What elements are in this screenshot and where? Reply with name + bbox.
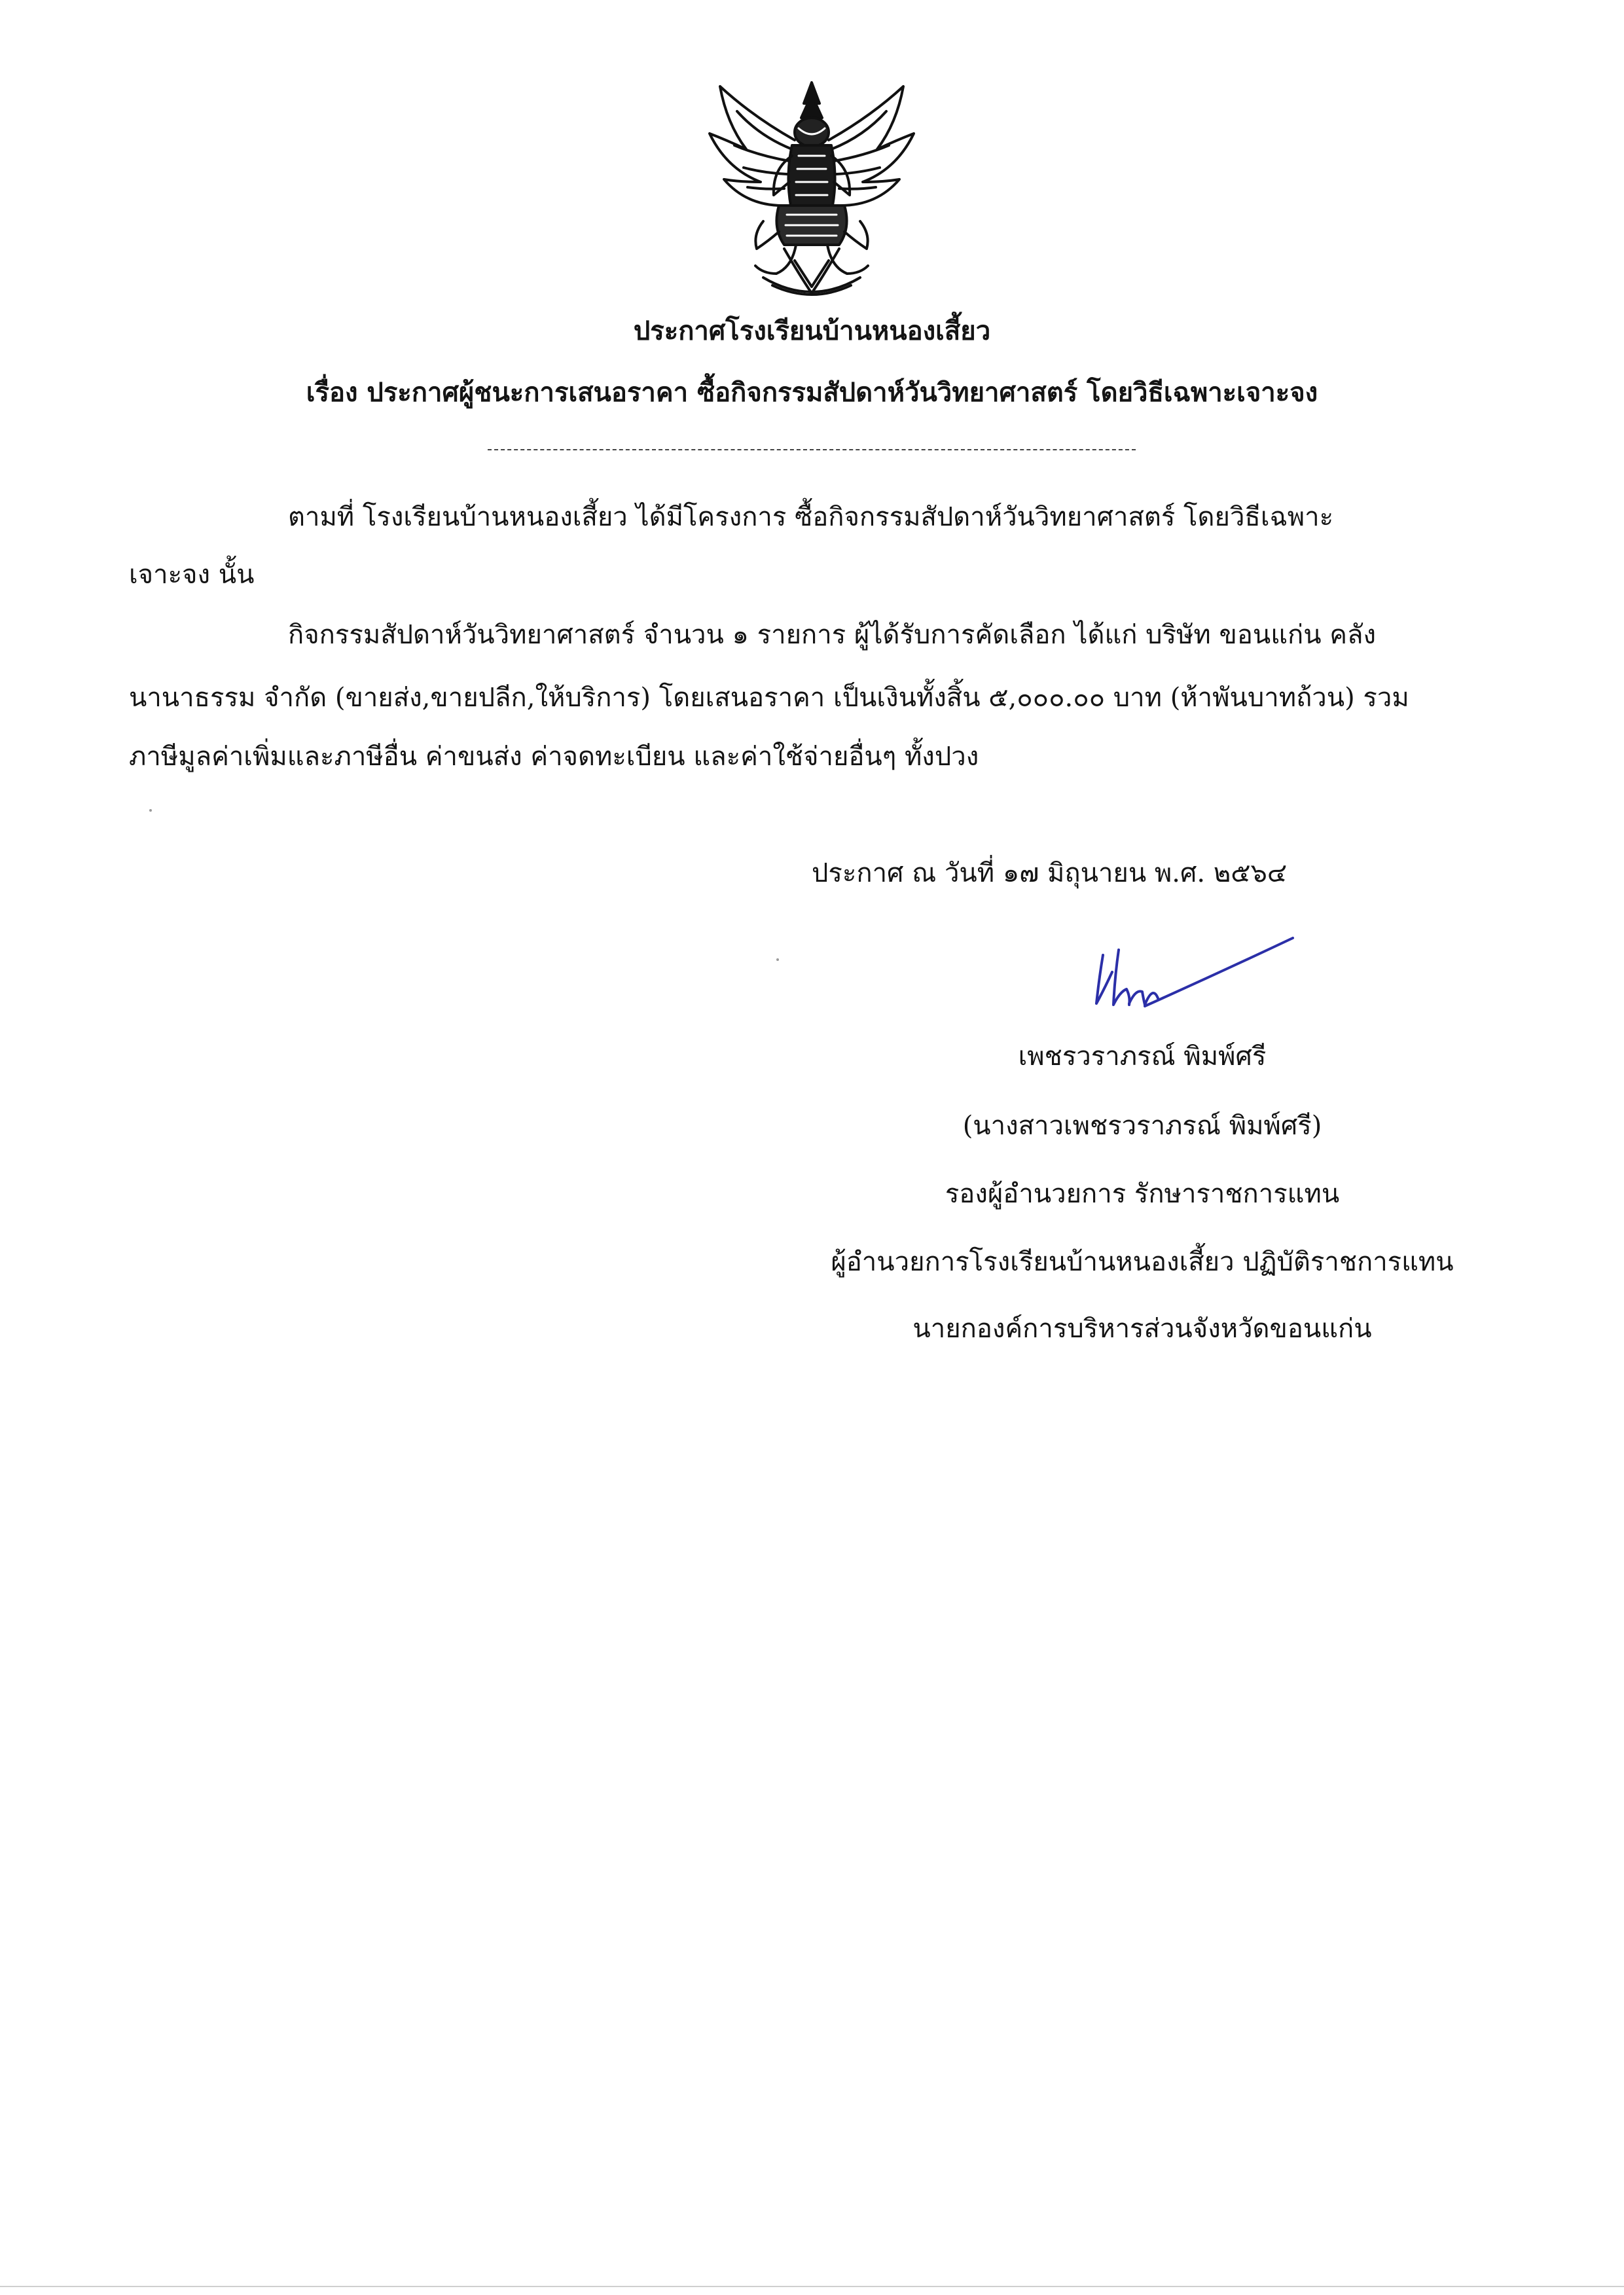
announcement-date: ประกาศ ณ วันที่ ๑๗ มิถุนายน พ.ศ. ๒๕๖๔ [812,858,1288,888]
signatory-position-1: รองผู้อำนวยการ รักษาราชการแทน [945,1179,1340,1209]
paragraph2-line1: กิจกรรมสัปดาห์วันวิทยาศาสตร์ จำนวน ๑ รายการ ผู้ได้รับการคัดเลือก ได้แก่ บริษัท ขอนแก่น คลัง [288,620,1377,650]
scan-speck [149,809,152,812]
document-title: ประกาศโรงเรียนบ้านหนองเสี้ยว [633,316,991,346]
signatory-full-name: (นางสาวเพชรวราภรณ์ พิมพ์ศรี) [962,1111,1322,1141]
paragraph2-line2: นานาธรรม จำกัด (ขายส่ง,ขายปลีก,ให้บริการ) โดยเสนอราคา เป็นเงินทั้งสิ้น ๕,๐๐๐.๐๐ บาท (ห้าพันบาทถ้วน) รวม [129,683,1409,713]
scan-edge-line [0,2286,1624,2287]
signed-name: เพชรวราภรณ์ พิมพ์ศรี [1018,1041,1267,1072]
garuda-emblem-icon [700,77,923,308]
document-subject: เรื่อง ประกาศผู้ชนะการเสนอราคา ซื้อกิจกรรมสัปดาห์วันวิทยาศาสตร์ โดยวิธีเฉพาะเจาะจง [306,377,1318,408]
paragraph1-line1: ตามที่ โรงเรียนบ้านหนองเสี้ยว ได้มีโครงการ ซื้อกิจกรรมสัปดาห์วันวิทยาศาสตร์ โดยวิธีเฉพาะ [288,502,1334,532]
separator-dashes [488,449,1136,450]
signatory-position-2: ผู้อำนวยการโรงเรียนบ้านหนองเสี้ยว ปฏิบัติราชการแทน [831,1247,1454,1277]
signatory-position-3: นายกองค์การบริหารส่วนจังหวัดขอนแก่น [912,1314,1372,1344]
handwritten-signature [1090,926,1306,1024]
paragraph2-line3: ภาษีมูลค่าเพิ่มและภาษีอื่น ค่าขนส่ง ค่าจดทะเบียน และค่าใช้จ่ายอื่นๆ ทั้งปวง [129,742,979,772]
paragraph1-line2: เจาะจง นั้น [129,560,255,590]
scan-speck [776,958,779,961]
